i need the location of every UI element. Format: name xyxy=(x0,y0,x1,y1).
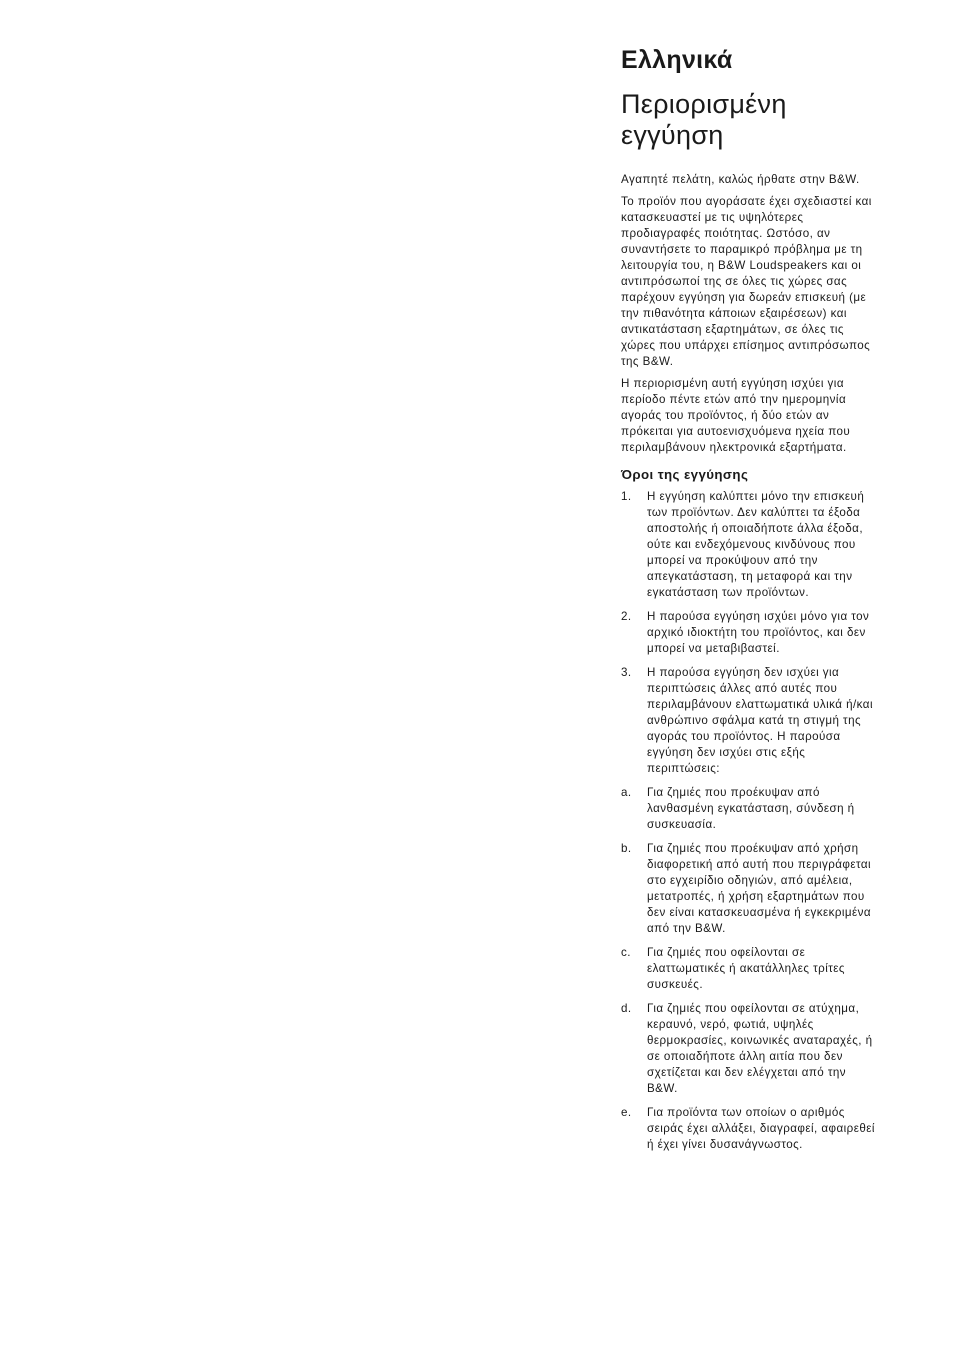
list-item-text: Για ζημιές που οφείλονται σε ελαττωματικές ή ακατάλληλες τρίτες συσκευές. xyxy=(647,946,845,991)
list-marker: 1. xyxy=(621,490,632,503)
page-title: Περιορισμένη εγγύηση xyxy=(621,89,787,150)
warranty-period-paragraph: Η περιορισμένη αυτή εγγύηση ισχύει για περίοδο πέντε ετών από την ημερομηνία αγοράς του προϊόντος, ή δύο ετών αν πρόκειται για αυτοενισχυόμενα ηχεία που περιλαμβάνουν ηλεκτρονικά εξαρτήματα. xyxy=(621,377,851,454)
list-marker: c. xyxy=(621,946,631,959)
list-marker: b. xyxy=(621,842,632,855)
list-item xyxy=(621,609,876,657)
list-item-text: Για προϊόντα των οποίων ο αριθμός σειράς έχει αλλάξει, διαγραφεί, αφαιρεθεί ή έχει γίνει δυσανάγνωστος. xyxy=(647,1106,875,1151)
list-item xyxy=(621,841,876,937)
list-item xyxy=(621,665,876,777)
list-marker: 2. xyxy=(621,610,632,623)
language-heading: Ελληνικά xyxy=(621,46,733,74)
list-item-text: Για ζημιές που οφείλονται σε ατύχημα, κεραυνό, νερό, φωτιά, υψηλές θερμοκρασίες, κοινωνικές αναταραχές, ή σε οποιαδήποτε άλλη αιτία που δεν σχετίζεται και δεν ελέγχεται από την B&W. xyxy=(647,1002,873,1095)
list-item xyxy=(621,489,876,601)
list-item-text: Η παρούσα εγγύηση δεν ισχύει για περιπτώσεις άλλες από αυτές που περιλαμβάνουν ελαττωματικά υλικά ή/και ανθρώπινο σφάλμα κατά τη στιγμή της αγοράς του προϊόντος. Η παρούσα εγγύηση δεν ισχύει στις εξής περιπτώσεις: xyxy=(647,666,873,775)
intro-paragraph: Το προϊόν που αγοράσατε έχει σχεδιαστεί και κατασκευαστεί με τις υψηλότερες προδιαγραφές ποιότητας. Ωστόσο, αν συναντήσετε το παραμικρό πρόβλημα με τη λειτουργία του, η B&W Loudspeakers και οι αντιπρόσωποί της σε όλες τις χώρες σας παρέχουν εγγύηση για δωρεάν επισκευή (με την πιθανότητα κάποιων εξαιρέσεων) και αντικατάσταση εξαρτημάτων, σε όλες τις χώρες που υπάρχει επίσημος αντιπρόσωπος της B&W. xyxy=(621,195,872,368)
list-item-text: Η εγγύηση καλύπτει μόνο την επισκευή των προϊόντων. Δεν καλύπτει τα έξοδα αποστολής ή οποιαδήποτε άλλα έξοδα, ούτε και ενδεχόμενους κινδύνους που μπορεί να προκύψουν από την απεγκατάσταση, τη μεταφορά και την εγκατάσταση των προϊόντων. xyxy=(647,490,865,599)
list-item-text: Η παρούσα εγγύηση ισχύει μόνο για τον αρχικό ιδιοκτήτη του προϊόντος, και δεν μπορεί να μεταβιβαστεί. xyxy=(647,610,870,655)
list-marker: a. xyxy=(621,786,632,799)
list-item xyxy=(621,1001,876,1097)
terms-heading: Όροι της εγγύησης xyxy=(621,467,749,482)
warranty-column xyxy=(621,44,876,1161)
list-item xyxy=(621,1105,876,1153)
list-item xyxy=(621,785,876,833)
list-marker: e. xyxy=(621,1106,632,1119)
list-item xyxy=(621,945,876,993)
list-item-text: Για ζημιές που προέκυψαν από χρήση διαφορετική από αυτή που περιγράφεται στο εγχειρίδιο οδηγιών, από αμέλεια, μετατροπές, ή χρήση εξαρτημάτων που δεν είναι κατασκευασμένα ή εγκεκριμένα από την B&W. xyxy=(647,842,872,935)
greeting-paragraph: Αγαπητέ πελάτη, καλώς ήρθατε στην B&W. xyxy=(621,173,860,186)
terms-list xyxy=(621,489,876,1153)
list-item-text: Για ζημιές που προέκυψαν από λανθασμένη εγκατάσταση, σύνδεση ή συσκευασία. xyxy=(647,786,855,831)
list-marker: d. xyxy=(621,1002,632,1015)
list-marker: 3. xyxy=(621,666,632,679)
